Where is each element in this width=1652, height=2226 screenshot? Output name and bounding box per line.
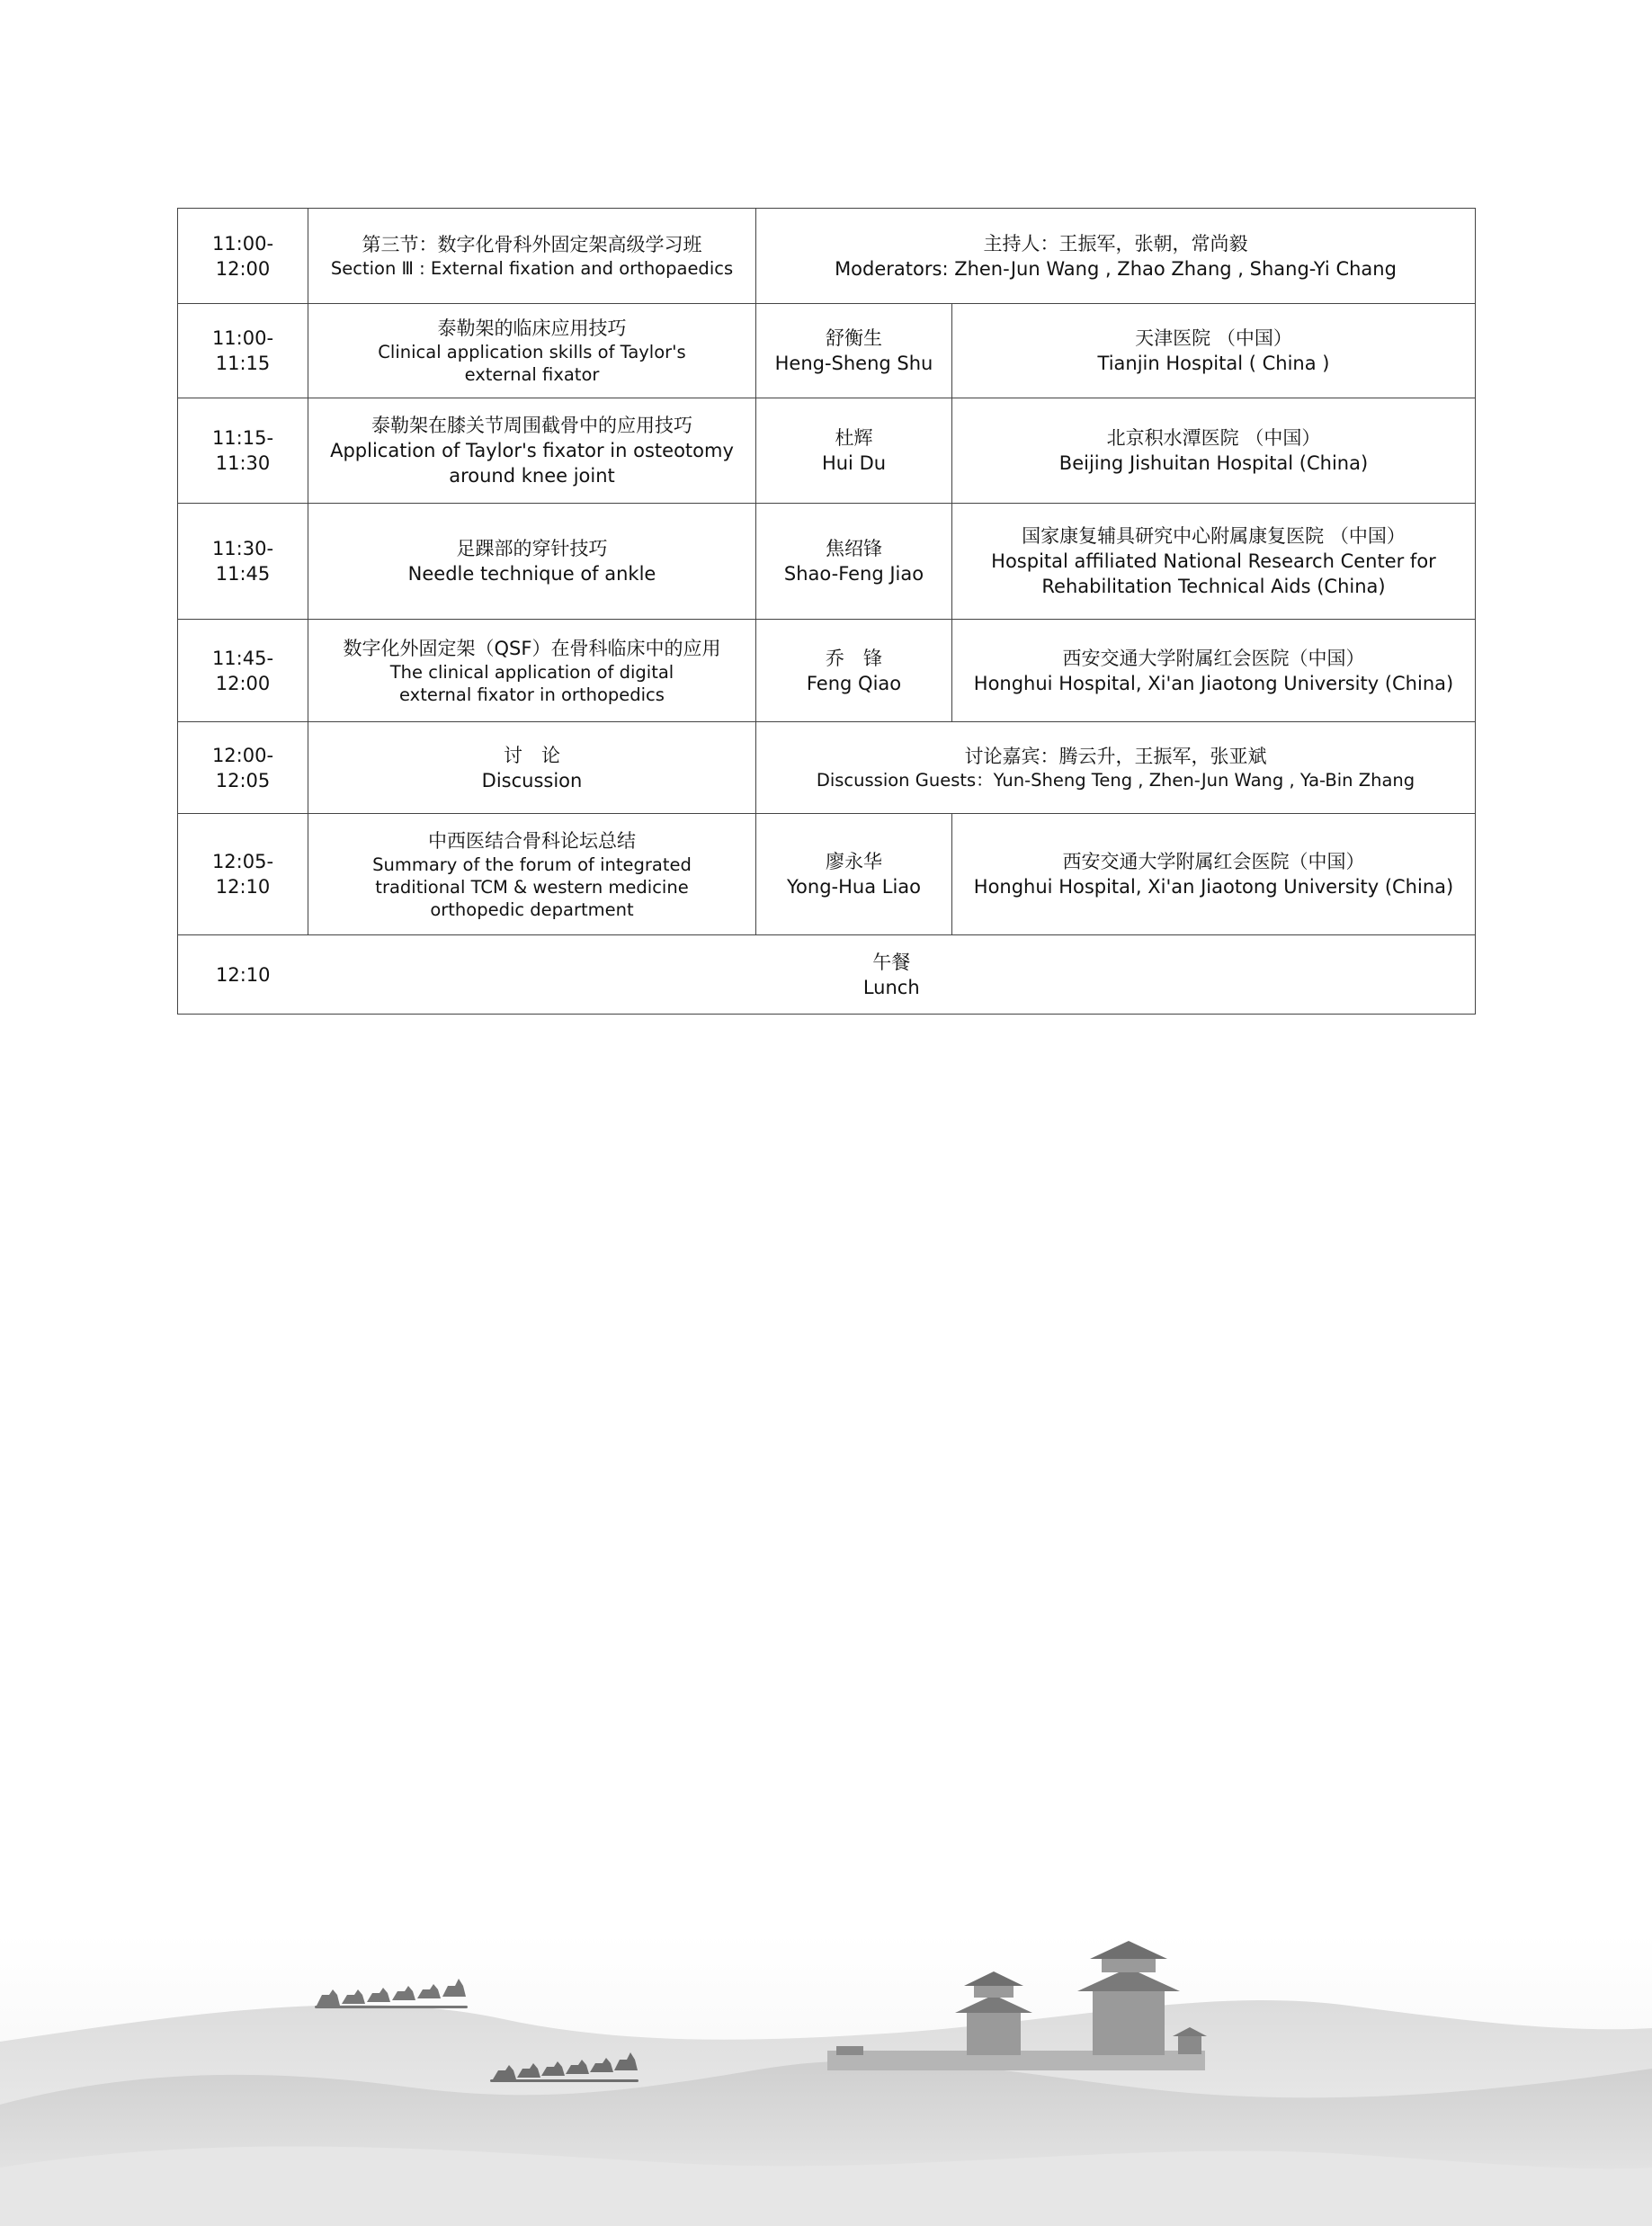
speaker-cn: 乔 锋: [826, 647, 882, 669]
topic-cn: 第三节：数字化骨科外固定架高级学习班: [362, 234, 702, 255]
time-cell: 12:10: [178, 935, 308, 1015]
affiliation-en: Tianjin Hospital ( China ): [1097, 353, 1330, 374]
table-row: [178, 398, 1476, 504]
topic-en-line-1: Summary of the forum of integrated: [372, 854, 692, 875]
speaker-cn: 舒衡生: [826, 327, 882, 349]
speaker-cell: [756, 814, 952, 935]
table-row: [178, 620, 1476, 722]
topic-en: Section Ⅲ : External fixation and orthopaedics: [330, 258, 734, 279]
speaker-cell: [756, 620, 952, 722]
speaker-en: Yong-Hua Liao: [787, 876, 921, 898]
desert-caravan-landscape-icon: [0, 1934, 1652, 2226]
affiliation-en: Honghui Hospital, Xi'an Jiaotong University (China): [973, 876, 1454, 898]
time-cell: 11:30-11:45: [178, 504, 308, 620]
topic-cn: 足踝部的穿针技巧: [456, 538, 608, 559]
affiliation-cn: 西安交通大学附属红会医院（中国）: [1062, 647, 1365, 669]
speaker-en: Feng Qiao: [806, 672, 902, 694]
affiliation-cn: 天津医院 （中国）: [1135, 327, 1292, 349]
table-row: [178, 304, 1476, 398]
discussion-guests-cell: [756, 722, 1476, 814]
topic-en-line-1: Application of Taylor's fixator in osteotomy: [330, 440, 734, 461]
topic-en-line-2: external fixator in orthopedics: [399, 684, 665, 705]
topic-cn: 中西医结合骨科论坛总结: [428, 829, 636, 852]
table-row: [178, 722, 1476, 814]
affiliation-cell: [952, 398, 1476, 504]
moderators-cell: [756, 209, 1476, 304]
topic-cell: [308, 504, 756, 620]
topic-cell: [308, 814, 756, 935]
time-cell: 12:05-12:10: [178, 814, 308, 935]
schedule-table: [177, 208, 1476, 1015]
table-row: [178, 814, 1476, 935]
time-cell: 11:45-12:00: [178, 620, 308, 722]
topic-cn: 泰勒架在膝关节周围截骨中的应用技巧: [371, 415, 692, 436]
moderators-en: Moderators: Zhen-Jun Wang , Zhao Zhang , Shang-Yi Chang: [835, 257, 1397, 280]
topic-cn: 泰勒架的临床应用技巧: [437, 317, 627, 339]
topic-en-line-2: traditional TCM & western medicine: [375, 876, 689, 898]
speaker-en: Hui Du: [821, 452, 887, 474]
table-row: [178, 935, 1476, 1015]
time-cell: 11:15-11:30: [178, 398, 308, 504]
topic-cell: [308, 304, 756, 398]
topic-cell: [308, 209, 756, 304]
guests-en: Discussion Guests：Yun-Sheng Teng , Zhen-Jun Wang , Ya-Bin Zhang: [816, 770, 1415, 791]
time-cell: 11:00-11:15: [178, 304, 308, 398]
topic-cell: [308, 620, 756, 722]
affiliation-cell: [952, 304, 1476, 398]
topic-cn: 讨 论: [504, 744, 560, 766]
time-cell: 11:00-12:00: [178, 209, 308, 304]
guests-cn: 讨论嘉宾：腾云升，王振军，张亚斌: [964, 746, 1267, 767]
speaker-cn: 杜辉: [835, 427, 873, 449]
lunch-cell: [308, 935, 1476, 1015]
topic-en-line-1: Clinical application skills of Taylor's: [378, 342, 686, 362]
affiliation-cn: 北京积水潭医院 （中国）: [1106, 427, 1321, 449]
topic-en: Needle technique of ankle: [407, 563, 656, 585]
affiliation-cn: 西安交通大学附属红会医院（中国）: [1062, 851, 1365, 872]
speaker-cell: [756, 398, 952, 504]
topic-en-line-2: around knee joint: [449, 465, 615, 487]
affiliation-cell: [952, 620, 1476, 722]
affiliation-en-line-2: Rehabilitation Technical Aids (China): [1041, 576, 1386, 597]
speaker-en: Heng-Sheng Shu: [774, 353, 933, 374]
speaker-cell: [756, 504, 952, 620]
speaker-cell: [756, 304, 952, 398]
lunch-cn: 午餐: [872, 951, 911, 973]
affiliation-cell: [952, 814, 1476, 935]
table-row: [178, 504, 1476, 620]
topic-en-line-2: external fixator: [464, 364, 600, 385]
affiliation-cell: [952, 504, 1476, 620]
topic-cell: [308, 398, 756, 504]
topic-en-line-1: The clinical application of digital: [389, 661, 674, 683]
speaker-cn: 廖永华: [826, 851, 882, 872]
topic-cn: 数字化外固定架（QSF）在骨科临床中的应用: [343, 637, 721, 659]
topic-en: Discussion: [481, 769, 583, 791]
time-cell: 12:00-12:05: [178, 722, 308, 814]
topic-en-line-3: orthopedic department: [430, 898, 634, 920]
affiliation-cn: 国家康复辅具研究中心附属康复医院 （中国）: [1022, 525, 1406, 547]
affiliation-en-line-1: Hospital affiliated National Research Center for: [991, 550, 1436, 572]
topic-cell: [308, 722, 756, 814]
table-row: [178, 209, 1476, 304]
affiliation-en: Beijing Jishuitan Hospital (China): [1058, 452, 1369, 474]
speaker-en: Shao-Feng Jiao: [783, 563, 924, 585]
moderators-cn: 主持人：王振军，张朝，常尚毅: [983, 232, 1248, 255]
lunch-en: Lunch: [862, 976, 920, 998]
affiliation-en: Honghui Hospital, Xi'an Jiaotong University (China): [973, 672, 1454, 694]
speaker-cn: 焦绍锋: [826, 538, 882, 559]
